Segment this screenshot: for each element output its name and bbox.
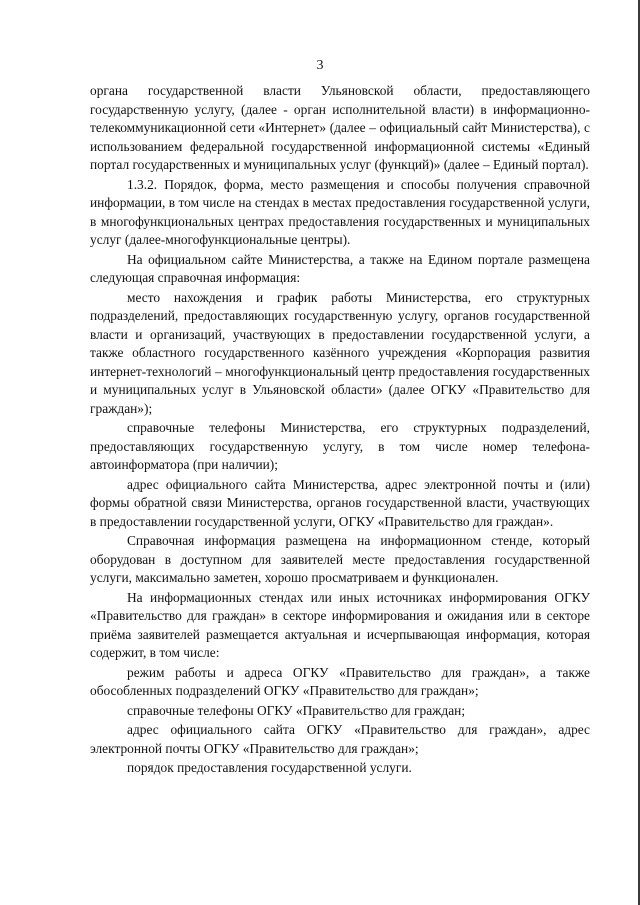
document-body bbox=[90, 82, 590, 779]
paragraph-website-address: адрес официального сайта Министерства, адрес электронной почты и (или) формы обратной связи Министерства, органов государственной власти, участвующих в предоставлении государственной услуги, ОГКУ «Правительство для граждан». bbox=[90, 476, 590, 529]
paragraph-section-1-3-2: 1.3.2. Порядок, форма, место размещения и способы получения справочной информации, в том числе на стендах в местах предоставления государственной услуги, в многофункциональных центрах предоставления государственных и муниципальных услуг (далее-многофункциональные центры). bbox=[90, 176, 590, 247]
paragraph-reference-phones: справочные телефоны Министерства, его структурных подразделений, предоставляющих государственную услугу, в том числе номер телефона-автоинформатора (при наличии); bbox=[90, 420, 590, 472]
paragraph-work-schedule-ogku: режим работы и адреса ОГКУ «Правительство для граждан», а также обособленных подразделений ОГКУ «Правительство для граждан»; bbox=[90, 664, 590, 698]
paragraph-location-schedule: место нахождения и график работы Министерства, его структурных подразделений, предоставляющих государственную услугу, органов государственной власти и организаций, участвующих в предоставлении государственной услуги, а также областного государственного казённого учреждения «Корпорация развития интернет-технологий – многофункциональный центр предоставления государственных и муниципальных услуг в Ульяновской области» (далее ОГКУ «Правительство для граждан»); bbox=[90, 289, 590, 416]
paragraph-info-stand: Справочная информация размещена на информационном стенде, который оборудован в доступном для заявителей месте предоставления государственной услуги, максимально заметен, хорошо просматриваем и функционален. bbox=[90, 533, 590, 585]
paragraph-procedure: порядок предоставления государственной услуги. bbox=[127, 760, 412, 775]
paragraph-official-site-info: На официальном сайте Министерства, а также на Едином портале размещена следующая справочная информация: bbox=[90, 251, 590, 285]
paragraph-site-ogku: адрес официального сайта ОГКУ «Правительство для граждан», адрес электронной почты ОГКУ «Правительство для граждан»; bbox=[90, 722, 590, 756]
paragraph-continuation: органа государственной власти Ульяновской области, предоставляющего государственную услугу, (далее - орган исполнительной власти) в информационно-телекоммуникационной сети «Интернет» (далее – официальный сайт Министерства), с использованием федеральной государственной информационной системы «Единый портал государственных и муниципальных услуг (функций)» (далее – Единый портал). bbox=[90, 83, 590, 172]
paragraph-phones-ogku: справочные телефоны ОГКУ «Правительство для граждан; bbox=[127, 702, 466, 718]
page-number: 3 bbox=[316, 58, 324, 73]
paragraph-info-stands-ogku: На информационных стендах или иных источниках информирования ОГКУ «Правительство для граждан» в секторе информирования и ожидания или в секторе приёма заявителей размещается актуальная и исчерпывающая информация, которая содержит, в том числе: bbox=[90, 589, 590, 660]
